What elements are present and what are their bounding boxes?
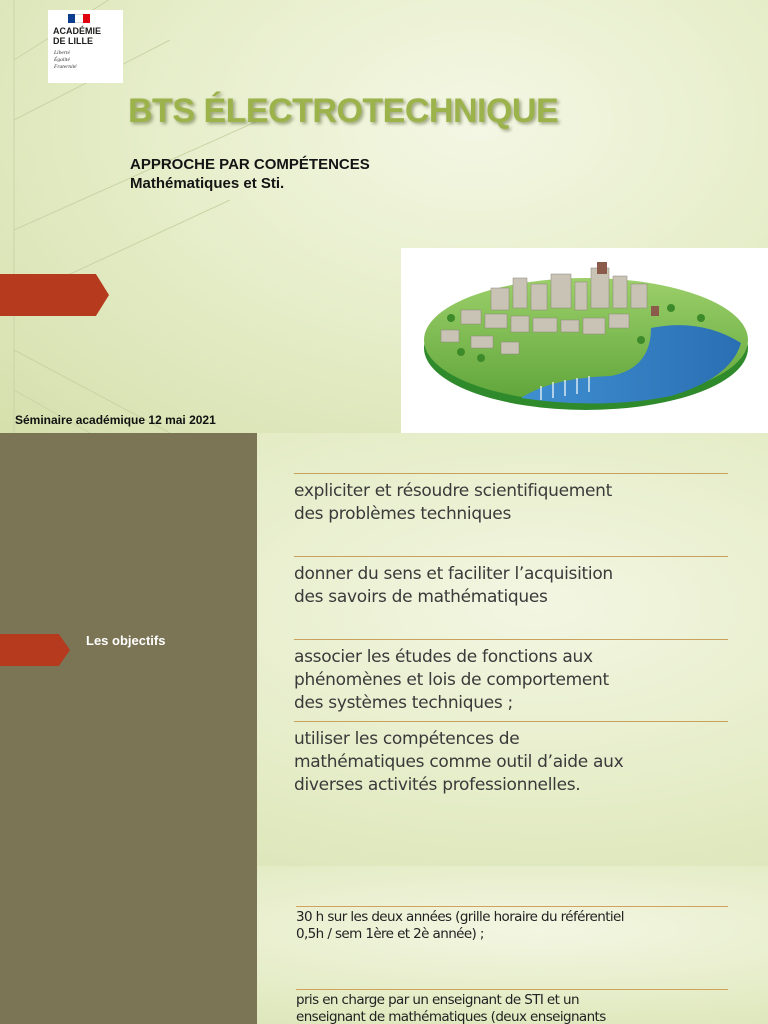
- subtitle-line-2: Mathématiques et Sti.: [130, 175, 285, 192]
- info-item: pris en charge par un enseignant de STI et un enseignant de mathématiques (deux enseignants: [296, 989, 728, 1024]
- info-item: 30 h sur les deux années (grille horaire du référentiel 0,5h / sem 1ère et 2è année) ;: [296, 906, 728, 943]
- subtitle-line-1: APPROCHE PAR COMPÉTENCES: [130, 156, 370, 173]
- slide-title: BTS ÉLECTROTECHNIQUE: [128, 92, 559, 130]
- marianne-flag-icon: [68, 14, 90, 23]
- objectives-slide: [0, 433, 768, 866]
- objective-item: expliciter et résoudre scientifiquement des problèmes techniques: [294, 473, 728, 526]
- seminar-date: Séminaire académique 12 mai 2021: [15, 413, 216, 427]
- red-arrow-tab: [0, 634, 70, 666]
- organisation-slide: [0, 866, 768, 1024]
- slide-subtitle: [130, 155, 370, 193]
- objective-item: associer les études de fonctions aux phénomènes et lois de comportement des systèmes techniques ;: [294, 639, 728, 715]
- title-slide: [0, 0, 768, 433]
- academie-logo: [48, 10, 123, 83]
- logo-motto: Liberté Égalité Fraternité: [54, 50, 77, 70]
- objective-item: utiliser les compétences de mathématiques comme outil d’aide aux diverses activités professionnelles.: [294, 721, 728, 797]
- section-label: Les objectifs: [86, 633, 166, 648]
- red-arrow-tab: [0, 274, 109, 316]
- side-panel: [0, 866, 257, 1024]
- city-island-illustration: [401, 248, 768, 433]
- logo-text: ACADÉMIE DE LILLE: [53, 26, 102, 46]
- objective-item: donner du sens et faciliter l’acquisition des savoirs de mathématiques: [294, 556, 728, 609]
- decorative-lines: [0, 0, 260, 433]
